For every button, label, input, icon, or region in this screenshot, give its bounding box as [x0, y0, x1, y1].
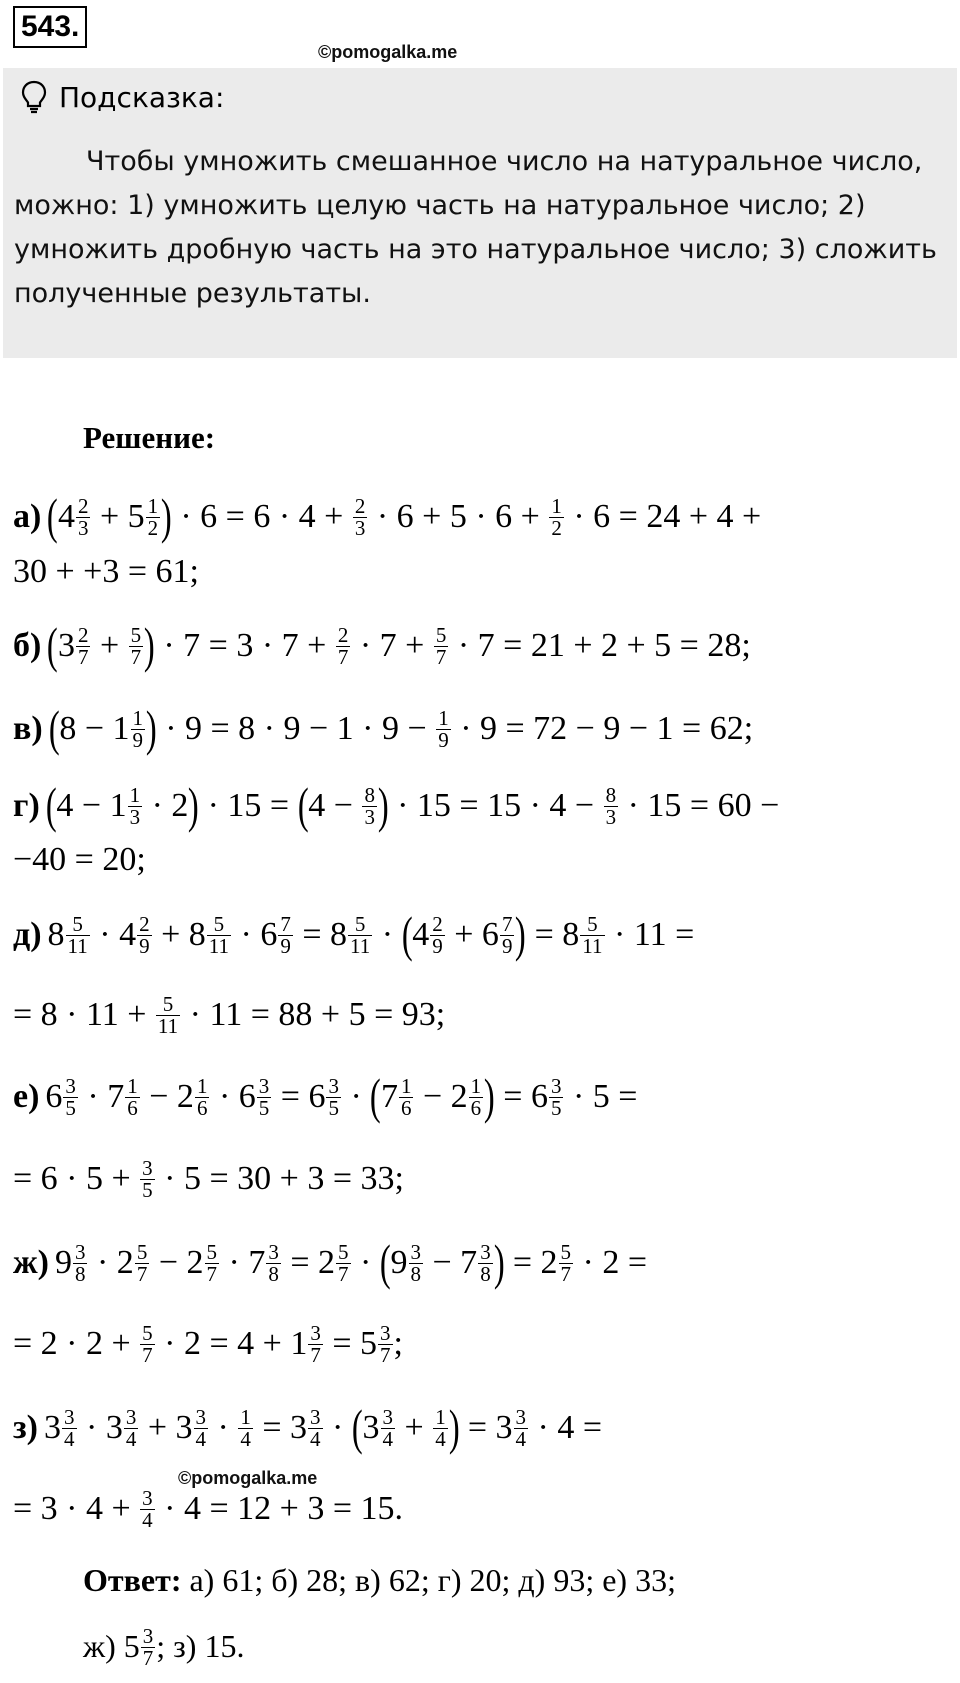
solution-line-b: б) (3 $\frac{2}{7}$ + $\frac{5}{7}$ ) · 7 = 3 · 7 + $\frac{2}{7}$ · 7 + $\frac{5}{7}$ · 7 = 21 + 2 + 5 = 28;	[13, 617, 751, 673]
solution-line-g2: −40 = 20;	[13, 841, 146, 878]
solution-line-d2: = 8 · 11 + $\frac{5}{11}$ · 11 = 88 + 5 = 93;	[13, 991, 446, 1038]
solution-line-e1: е) 6 $\frac{3}{5}$ · 7 $\frac{1}{6}$ − 2 $\frac{1}{6}$ · 6 $\frac{3}{5}$ = 6 $\frac{3}{5}$ · (7 $\frac{1}{6}$ − 2 $\frac{1}{6}$ ) = 6 $\frac{3}{5}$ · 5 =	[13, 1068, 638, 1124]
solution-line-a1: а) (4 $\frac{2}{3}$ + 5 $\frac{1}{2}$ ) · 6 = 6 · 4 + $\frac{2}{3}$ · 6 + 5 · 6 + $\frac{1}{2}$ · 6 = 24 + 4 +	[13, 488, 762, 544]
solution-title: Решение:	[83, 420, 216, 455]
solution-line-e2: = 6 · 5 + $\frac{3}{5}$ · 5 = 30 + 3 = 33;	[13, 1155, 404, 1202]
solution-line-zh1: ж) 9 $\frac{3}{8}$ · 2 $\frac{5}{7}$ − 2 $\frac{5}{7}$ · 7 $\frac{3}{8}$ = 2 $\frac{5}{7}$ · (9 $\frac{3}{8}$ − 7 $\frac{3}{8}$ ) = 2 $\frac{5}{7}$ · 2 =	[13, 1234, 648, 1290]
solution-line-a2: 30 + +3 = 61;	[13, 553, 199, 590]
solution-line-d1: д) 8 $\frac{5}{11}$ · 4 $\frac{2}{9}$ + 8 $\frac{5}{11}$ · 6 $\frac{7}{9}$ = 8 $\frac{5}{11}$ · (4 $\frac{2}{9}$ + 6 $\frac{7}{9}$ ) = 8 $\frac{5}{11}$ · 11 =	[13, 906, 695, 962]
hint-box	[3, 68, 957, 358]
solution-line-g1: г) (4 − 1 $\frac{1}{3}$ · 2) · 15 = (4 − $\frac{8}{3}$ ) · 15 = 15 · 4 − $\frac{8}{3}$ · 15 = 60 −	[13, 777, 780, 833]
solution-line-v: в) (8 − 1 $\frac{1}{9}$ ) · 9 = 8 · 9 − 1 · 9 − $\frac{1}{9}$ · 9 = 72 − 9 − 1 = 62;	[13, 700, 754, 756]
answer-label: Ответ:	[83, 1562, 182, 1598]
watermark-2: ©pomogalka.me	[178, 1468, 318, 1488]
solution-line-z1: з) 3 $\frac{3}{4}$ · 3 $\frac{3}{4}$ + 3 $\frac{3}{4}$ · $\frac{1}{4}$ = 3 $\frac{3}{4}$ · (3 $\frac{3}{4}$ + $\frac{1}{4}$ ) = 3 $\frac{3}{4}$ · 4 =	[13, 1399, 603, 1455]
hint-header	[21, 80, 224, 114]
lightbulb-icon	[21, 80, 47, 114]
watermark: ©pomogalka.me	[318, 42, 458, 62]
solution-line-z2: = 3 · 4 + $\frac{3}{4}$ · 4 = 12 + 3 = 15.	[13, 1485, 404, 1532]
answer-line-2: ж) 5 $\frac{3}{7}$ ; з) 15.	[83, 1624, 245, 1671]
hint-title: Подсказка:	[59, 80, 225, 114]
problem-number: 543.	[13, 6, 87, 48]
solution-line-zh2: = 2 · 2 + $\frac{5}{7}$ · 2 = 4 + 1 $\frac{3}{7}$ = 5 $\frac{3}{7}$ ;	[13, 1320, 403, 1367]
answer-values-1: а) 61; б) 28; в) 62; г) 20; д) 93; е) 33;	[189, 1562, 676, 1598]
hint-text: Чтобы умножить смешанное число на натуральное число, можно: 1) умножить целую часть на натуральное число; 2) умножить дробную часть на это натуральное число; 3) сложить полученные результаты.	[14, 146, 937, 309]
answer-line-1	[83, 1562, 676, 1599]
